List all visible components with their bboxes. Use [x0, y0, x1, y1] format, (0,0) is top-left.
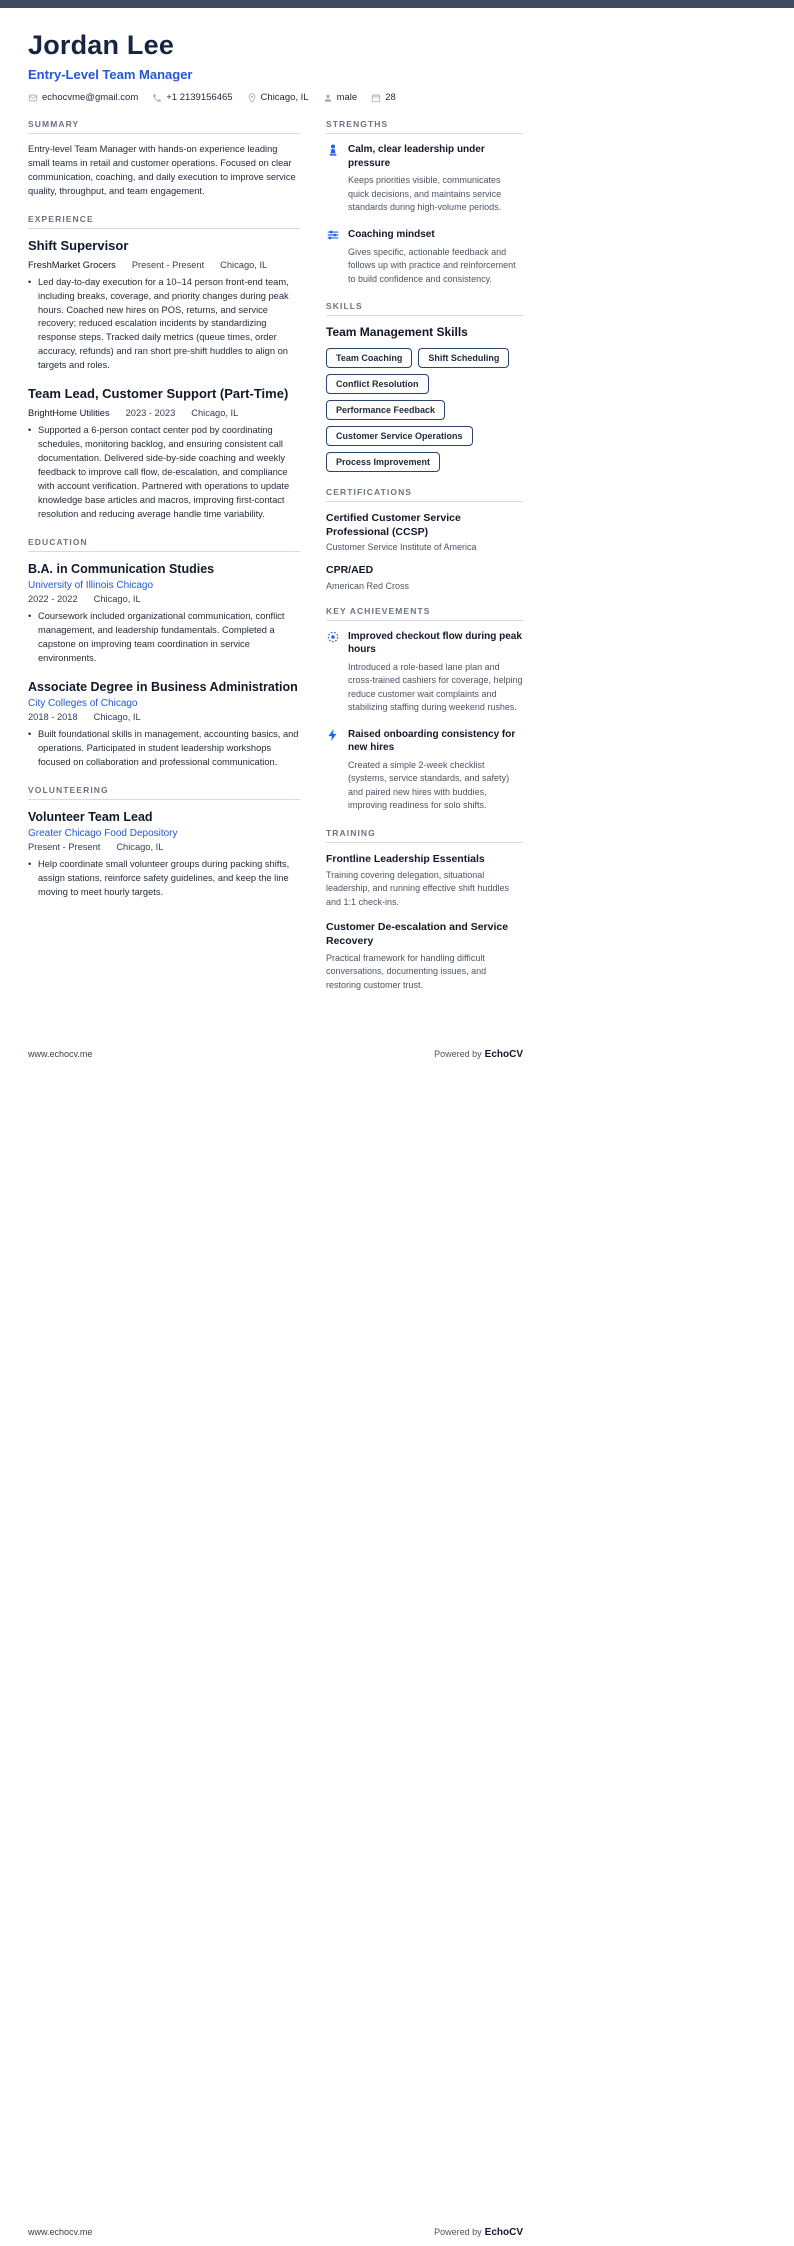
left-column [28, 119, 300, 1007]
skill-pill: Customer Service Operations [326, 426, 473, 446]
footer-site-link[interactable]: www.echocv.me [28, 1049, 93, 1060]
strength-item [326, 228, 523, 287]
education-bullet [28, 610, 300, 666]
contact-row [28, 92, 523, 103]
skill-pill: Performance Feedback [326, 400, 445, 420]
volunteering-dates: Present - Present [28, 841, 101, 852]
job-dates: Present - Present [131, 259, 205, 270]
section-experience [28, 214, 300, 522]
contact-location-text: Chicago, IL [260, 92, 309, 103]
education-location: Chicago, IL [93, 593, 141, 604]
achievement-item [326, 728, 523, 813]
achievement-description: Introduced a role-based lane plan and cross-trained cashiers for coverage, helping reduce customer wait complaints and stabilizing staffing during weekend rushes. [348, 661, 523, 713]
school-link[interactable]: University of Illinois Chicago [28, 579, 154, 591]
calendar-icon [371, 93, 381, 103]
education-item [28, 679, 300, 770]
education-meta [28, 594, 300, 604]
degree-title: Associate Degree in Business Administration [28, 679, 298, 694]
page-content [28, 30, 523, 1060]
education-bullet [28, 728, 300, 770]
echocv-brand[interactable]: EchoCV [484, 2227, 523, 2238]
contact-gender-text: male [336, 92, 358, 103]
section-strengths [326, 119, 523, 286]
skills-section-label: SKILLS [326, 301, 523, 316]
achievements-section-label: KEY ACHIEVEMENTS [326, 606, 523, 621]
degree-title: B.A. in Communication Studies [28, 561, 215, 576]
lightning-icon [326, 728, 340, 742]
volunteering-bullet-text: Help coordinate small volunteer groups during packing shifts, assign stations, reinforce safety guidelines, and keep the line moving to meet hourly targets. [38, 858, 290, 897]
education-section-label: EDUCATION [28, 537, 300, 552]
section-education [28, 537, 300, 770]
achievement-title: Improved checkout flow during peak hours [348, 630, 522, 656]
job-meta [28, 260, 300, 270]
bullet-marker: • [28, 425, 32, 436]
contact-phone[interactable] [152, 92, 232, 103]
strength-description: Gives specific, actionable feedback and follows up with practice and reinforcement to build confidence and consistency. [348, 246, 516, 284]
experience-section-label: EXPERIENCE [28, 214, 300, 229]
education-meta [28, 712, 300, 722]
skill-pill: Process Improvement [326, 452, 440, 472]
strength-description: Keeps priorities visible, communicates quick decisions, and maintains service standards during high-volume periods. [348, 175, 502, 212]
resume-columns [28, 119, 523, 1007]
top-accent-bar [0, 0, 794, 8]
job-bullet-text: Led day-to-day execution for a 10–14 person front-end team, including breaks, coverage, and priority changes during peak hours. Coached new hires on POS, returns, and service recovery; reduced escalation incidents by standardizing response steps. Tracked daily metrics (queue times, order accuracy, refunds) and ran short pre-shift huddles to align on targets and roles. [38, 276, 289, 371]
phone-icon [152, 93, 162, 103]
contact-age [371, 92, 396, 103]
job-location: Chicago, IL [220, 259, 268, 270]
contact-location [247, 92, 309, 103]
achievement-head [326, 630, 523, 657]
candidate-title: Entry-Level Team Manager [28, 67, 193, 82]
bullet-marker: • [28, 728, 32, 739]
achievement-description: Created a simple 2-week checklist (systems, service standards, and safety) and paired new hires with buddies, improving readiness for solo shifts. [348, 759, 510, 811]
achievement-head [326, 728, 523, 755]
volunteering-location: Chicago, IL [116, 841, 164, 852]
skill-pill: Team Coaching [326, 348, 412, 368]
section-key-achievements [326, 606, 523, 813]
volunteer-role-title: Volunteer Team Lead [28, 809, 153, 824]
training-description: Practical framework for handling difficult conversations, documenting issues, and restoring customer trust. [326, 952, 487, 990]
volunteering-bullet [28, 858, 300, 900]
email-icon [28, 93, 38, 103]
volunteering-item [28, 809, 300, 900]
section-certifications [326, 487, 523, 591]
training-section-label: TRAINING [326, 828, 523, 843]
job-title: Team Lead, Customer Support (Part-Time) [28, 386, 289, 402]
job-bullet [28, 424, 300, 522]
strength-title: Coaching mindset [348, 228, 435, 240]
training-name: Customer De-escalation and Service Recovery [326, 921, 509, 948]
page-footer [28, 2227, 523, 2238]
bullet-marker: • [28, 858, 32, 869]
education-location: Chicago, IL [93, 711, 141, 722]
training-item [326, 852, 523, 910]
education-dates: 2022 - 2022 [28, 593, 78, 604]
summary-text: Entry-level Team Manager with hands-on experience leading small teams in retail and customer operations. Focused on clear communication, coaching, and daily execution to improve service quality, throughput, and team engagement. [28, 144, 296, 196]
education-bullet-text: Built foundational skills in management, accounting basics, and operations. Participated in student leadership workshops focused on collaboration and professional communication. [38, 728, 299, 767]
location-icon [247, 93, 257, 103]
skill-pill-list [326, 348, 523, 472]
job-location: Chicago, IL [191, 408, 239, 419]
job-title: Shift Supervisor [28, 237, 129, 253]
skill-pill: Conflict Resolution [326, 374, 429, 394]
achievement-item [326, 630, 523, 715]
candidate-name: Jordan Lee [28, 30, 175, 60]
certification-issuer: Customer Service Institute of America [326, 542, 477, 553]
certifications-section-label: CERTIFICATIONS [326, 487, 523, 502]
job-bullet [28, 276, 300, 374]
person-icon [323, 93, 333, 103]
skill-pill: Shift Scheduling [418, 348, 509, 368]
training-item [326, 920, 523, 992]
skills-group-title: Team Management Skills [326, 325, 468, 339]
bullet-marker: • [28, 610, 32, 621]
contact-email-text: echocvme@gmail.com [42, 92, 139, 103]
section-volunteering [28, 785, 300, 900]
contact-email[interactable] [28, 92, 138, 103]
contact-phone-text: +1 2139156465 [166, 92, 233, 103]
certification-issuer: American Red Cross [326, 580, 410, 591]
achievement-title: Raised onboarding consistency for new hires [348, 728, 516, 754]
training-name: Frontline Leadership Essentials [326, 852, 485, 865]
volunteer-org-link[interactable]: Greater Chicago Food Depository [28, 827, 178, 839]
summary-section-label: SUMMARY [28, 119, 300, 134]
experience-item [28, 238, 300, 373]
chess-pawn-icon [326, 143, 340, 157]
strength-item [326, 143, 523, 215]
focus-icon [326, 630, 340, 644]
right-column [326, 119, 523, 1007]
education-bullet-text: Coursework included organizational communication, conflict management, and leadership fundamentals. Completed a capstone on improving team coordination in service environments. [38, 610, 285, 663]
page-footer [28, 1049, 523, 1060]
bullet-marker: • [28, 276, 32, 287]
certification-name: CPR/AED [326, 564, 374, 577]
job-dates: 2023 - 2023 [125, 408, 176, 419]
footer-powered [434, 1049, 523, 1060]
job-meta [28, 408, 300, 418]
strength-head [326, 143, 523, 170]
footer-site-link[interactable]: www.echocv.me [28, 2227, 93, 2237]
certification-item [326, 511, 523, 552]
footer-powered-prefix: Powered by [434, 2227, 482, 2237]
education-dates: 2018 - 2018 [28, 711, 78, 722]
section-skills [326, 301, 523, 472]
training-description: Training covering delegation, situational leadership, and running effective shift huddles and 1:1 check-ins. [326, 869, 509, 907]
strength-head [326, 228, 523, 242]
volunteering-meta [28, 842, 300, 852]
job-company: FreshMarket Grocers [28, 259, 116, 270]
strengths-section-label: STRENGTHS [326, 119, 523, 134]
school-link[interactable]: City Colleges of Chicago [28, 697, 138, 709]
volunteering-section-label: VOLUNTEERING [28, 785, 300, 800]
experience-item [28, 386, 300, 521]
job-bullet-text: Supported a 6-person contact center pod by coordinating schedules, monitoring backlog, and ensuring consistent call documentation. Delivered side-by-side coaching and weekly feedback to improve call flow, de-escalation, and compliance with account verification. Partnered with operations to update knowledge base articles and macros, improving first-contact resolution and reducing average handle time variability. [38, 425, 290, 519]
certification-name: Certified Customer Service Professional (CCSP) [326, 512, 461, 539]
strength-title: Calm, clear leadership under pressure [348, 144, 485, 169]
contact-age-text: 28 [385, 92, 396, 103]
contact-gender [323, 92, 358, 103]
job-company: BrightHome Utilities [28, 408, 110, 419]
echocv-brand[interactable]: EchoCV [484, 1049, 523, 1061]
sliders-icon [326, 228, 340, 242]
footer-powered-prefix: Powered by [434, 1049, 482, 1060]
footer-powered [434, 2227, 523, 2238]
section-training [326, 828, 523, 993]
education-item [28, 561, 300, 666]
section-summary [28, 119, 300, 199]
certification-item [326, 563, 523, 590]
